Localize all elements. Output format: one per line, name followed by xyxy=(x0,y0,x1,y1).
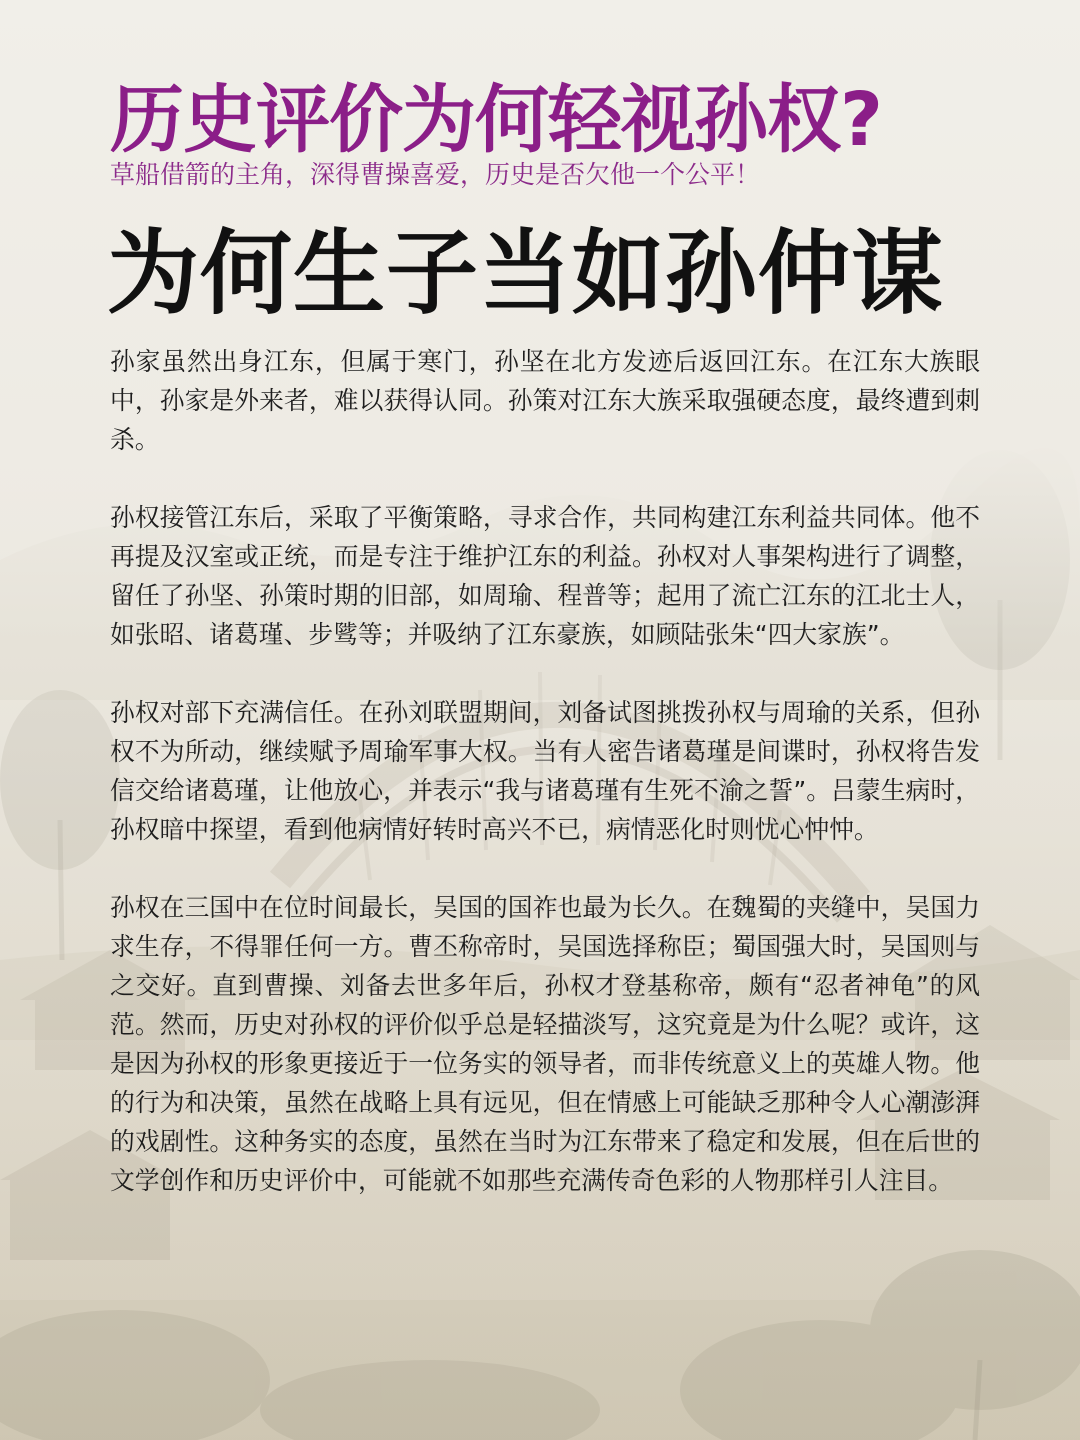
paragraph-4: 孙权在三国中在位时间最长，吴国的国祚也最为长久。在魏蜀的夹缝中，吴国力求生存，不得罪任何一方。曹丕称帝时，吴国选择称臣；蜀国强大时，吴国则与之交好。直到曹操、刘备去世多年后，孙权才登基称帝，颇有“忍者神龟”的风范。然而，历史对孙权的评价似乎总是轻描淡写，这究竟是为什么呢？或许，这是因为孙权的形象更接近于一位务实的领导者，而非传统意义上的英雄人物。他的行为和决策，虽然在战略上具有远见，但在情感上可能缺乏那种令人心潮澎湃的戏剧性。这种务实的态度，虽然在当时为江东带来了稳定和发展，但在后世的文学创作和历史评价中，可能就不如那些充满传奇色彩的人物那样引人注目。 xyxy=(110,893,980,1195)
page-subtitle: 草船借箭的主角，深得曹操喜爱，历史是否欠他一个公平！ xyxy=(110,160,761,189)
article-body xyxy=(110,342,980,1239)
paragraph-1: 孙家虽然出身江东，但属于寒门，孙坚在北方发迹后返回江东。在江东大族眼中，孙家是外来者，难以获得认同。孙策对江东大族采取强硬态度，最终遭到刺杀。 xyxy=(110,347,980,454)
paragraph-2: 孙权接管江东后，采取了平衡策略，寻求合作，共同构建江东利益共同体。他不再提及汉室或正统，而是专注于维护江东的利益。孙权对人事架构进行了调整，留任了孙坚、孙策时期的旧部，如周瑜、程普等；起用了流亡江东的江北士人，如张昭、诸葛瑾、步骘等；并吸纳了江东豪族，如顾陆张朱“四大家族”。 xyxy=(110,503,980,649)
headline: 为何生子当如孙仲谋 xyxy=(107,220,945,327)
page-title: 历史评价为何轻视孙权? xyxy=(110,77,882,163)
paragraph-3: 孙权对部下充满信任。在孙刘联盟期间，刘备试图挑拨孙权与周瑜的关系，但孙权不为所动，继续赋予周瑜军事大权。当有人密告诸葛瑾是间谍时，孙权将告发信交给诸葛瑾，让他放心，并表示“我与诸葛瑾有生死不渝之誓”。吕蒙生病时，孙权暗中探望，看到他病情好转时高兴不已，病情恶化时则忧心忡忡。 xyxy=(110,698,980,844)
